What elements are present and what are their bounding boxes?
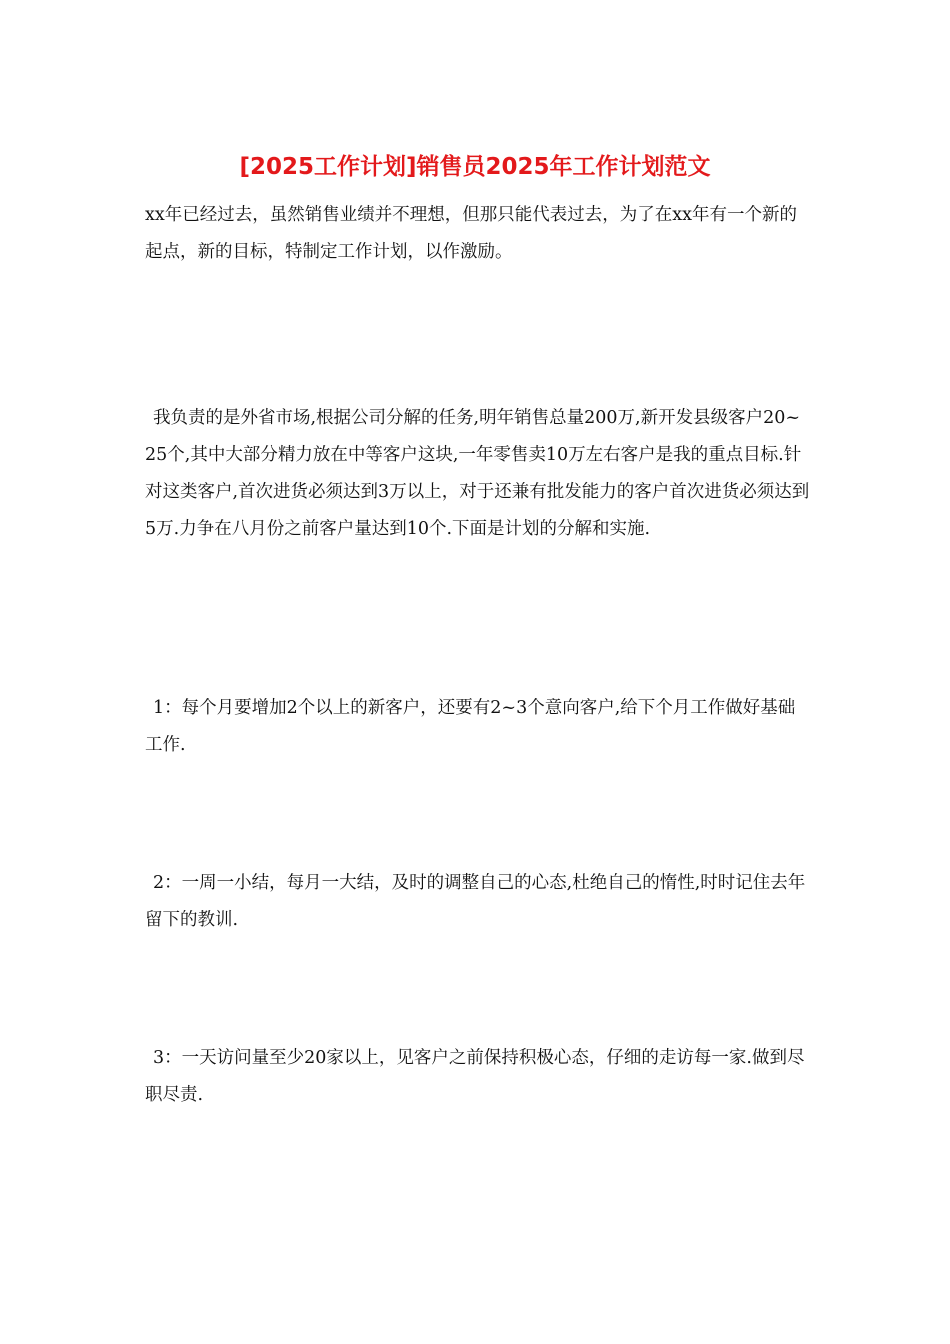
market-plan-paragraph: 我负责的是外省市场,根据公司分解的任务,明年销售总量200万,新开发县级客户20~25个,其中大部分精力放在中等客户这块,一年零售卖10万左右客户是我的重点目标.针对这类客户,首次进货必须达到3万以上，对于还兼有批发能力的客户首次进货必须达到5万.力争在八月份之前客户量达到10个.下面是计划的分解和实施. [145,408,810,539]
plan-item-1: 1：每个月要增加2个以上的新客户，还要有2~3个意向客户,给下个月工作做好基础工作. [145,698,796,755]
document-title: [2025工作计划]销售员2025年工作计划范文 [239,154,711,180]
intro-paragraph: xx年已经过去，虽然销售业绩并不理想，但那只能代表过去，为了在xx年有一个新的起点，新的目标，特制定工作计划，以作激励。 [145,205,797,262]
plan-item-3: 3：一天访问量至少20家以上，见客户之前保持积极心态，仔细的走访每一家.做到尽职尽责. [145,1048,805,1105]
plan-item-2: 2：一周一小结，每月一大结，及时的调整自己的心态,杜绝自己的惰性,时时记住去年留下的教训. [145,873,806,930]
